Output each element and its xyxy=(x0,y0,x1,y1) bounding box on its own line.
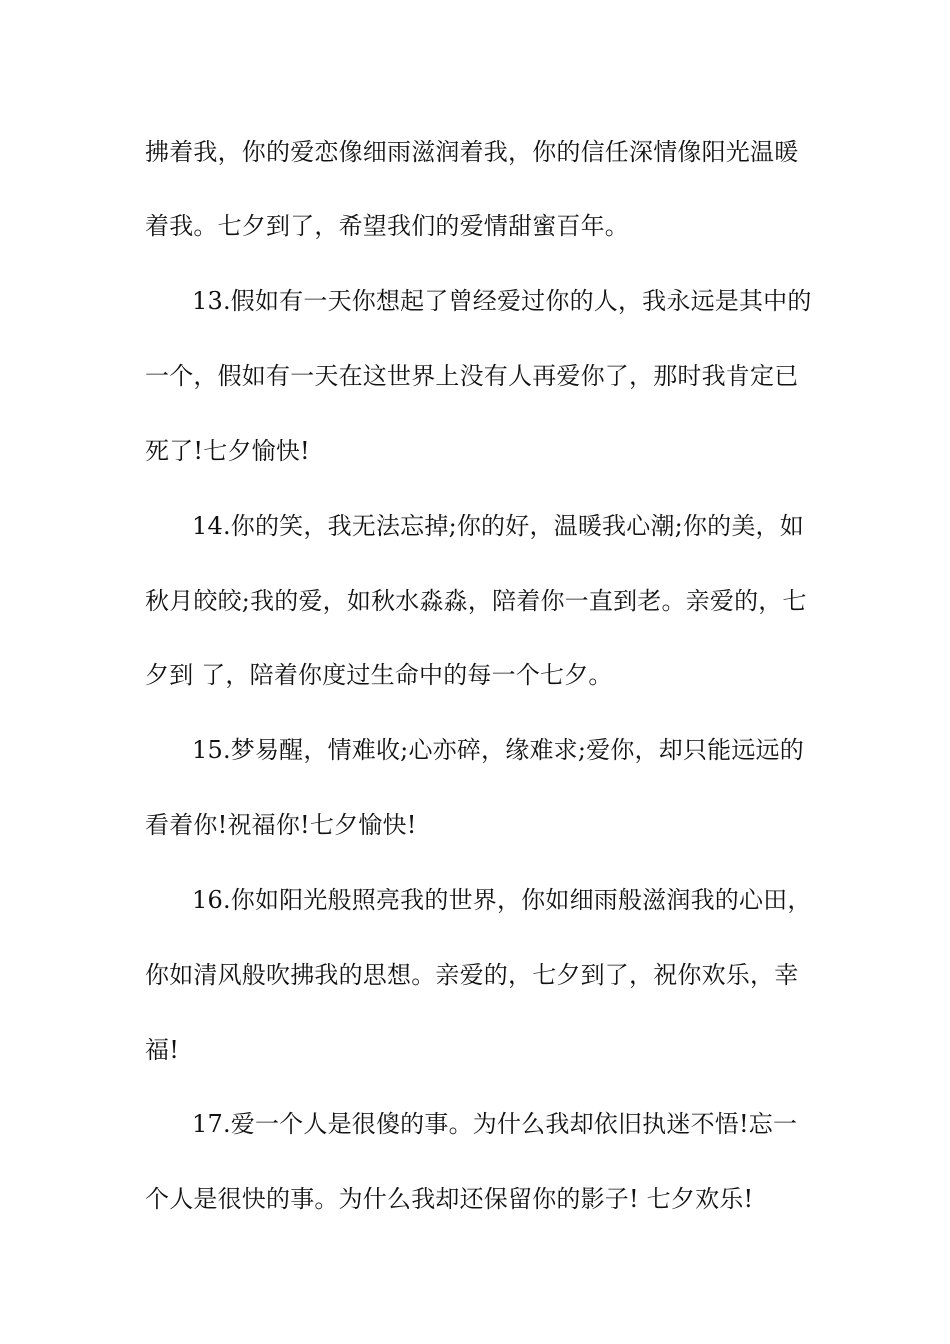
text-line: 夕到 了，陪着你度过生命中的每一个七夕。 xyxy=(145,661,613,689)
paragraph-14-line: 14.你的笑，我无法忘掉;你的好，温暖我心潮;你的美，如 xyxy=(192,512,804,540)
text-line: 秋月皎皎;我的爱，如秋水淼淼，陪着你一直到老。亲爱的，七 xyxy=(145,587,807,615)
text-line: 个人是很快的事。为什么我却还保留你的影子! 七夕欢乐! xyxy=(145,1185,754,1213)
text-line: 福! xyxy=(145,1036,180,1064)
text-line: 死了!七夕愉快! xyxy=(145,437,310,465)
text-line: 你如清风般吹拂我的思想。亲爱的，七夕到了，祝你欢乐，幸 xyxy=(145,961,799,989)
text-line: 着我。七夕到了，希望我们的爱情甜蜜百年。 xyxy=(145,212,629,240)
paragraph-13-line: 13.假如有一天你想起了曾经爱过你的人，我永远是其中的 xyxy=(192,287,812,315)
text-line: 看着你!祝福你!七夕愉快! xyxy=(145,811,417,839)
paragraph-15-line: 15.梦易醒，情难收;心亦碎，缘难求;爱你，却只能远远的 xyxy=(192,736,804,764)
paragraph-17-line: 17.爱一个人是很傻的事。为什么我却依旧执迷不悟!忘一 xyxy=(192,1110,798,1138)
text-line: 一个，假如有一天在这世界上没有人再爱你了，那时我肯定已 xyxy=(145,362,799,390)
text-line: 拂着我，你的爱恋像细雨滋润着我，你的信任深情像阳光温暖 xyxy=(145,138,799,166)
paragraph-16-line: 16.你如阳光般照亮我的世界，你如细雨般滋润我的心田， xyxy=(192,886,812,914)
